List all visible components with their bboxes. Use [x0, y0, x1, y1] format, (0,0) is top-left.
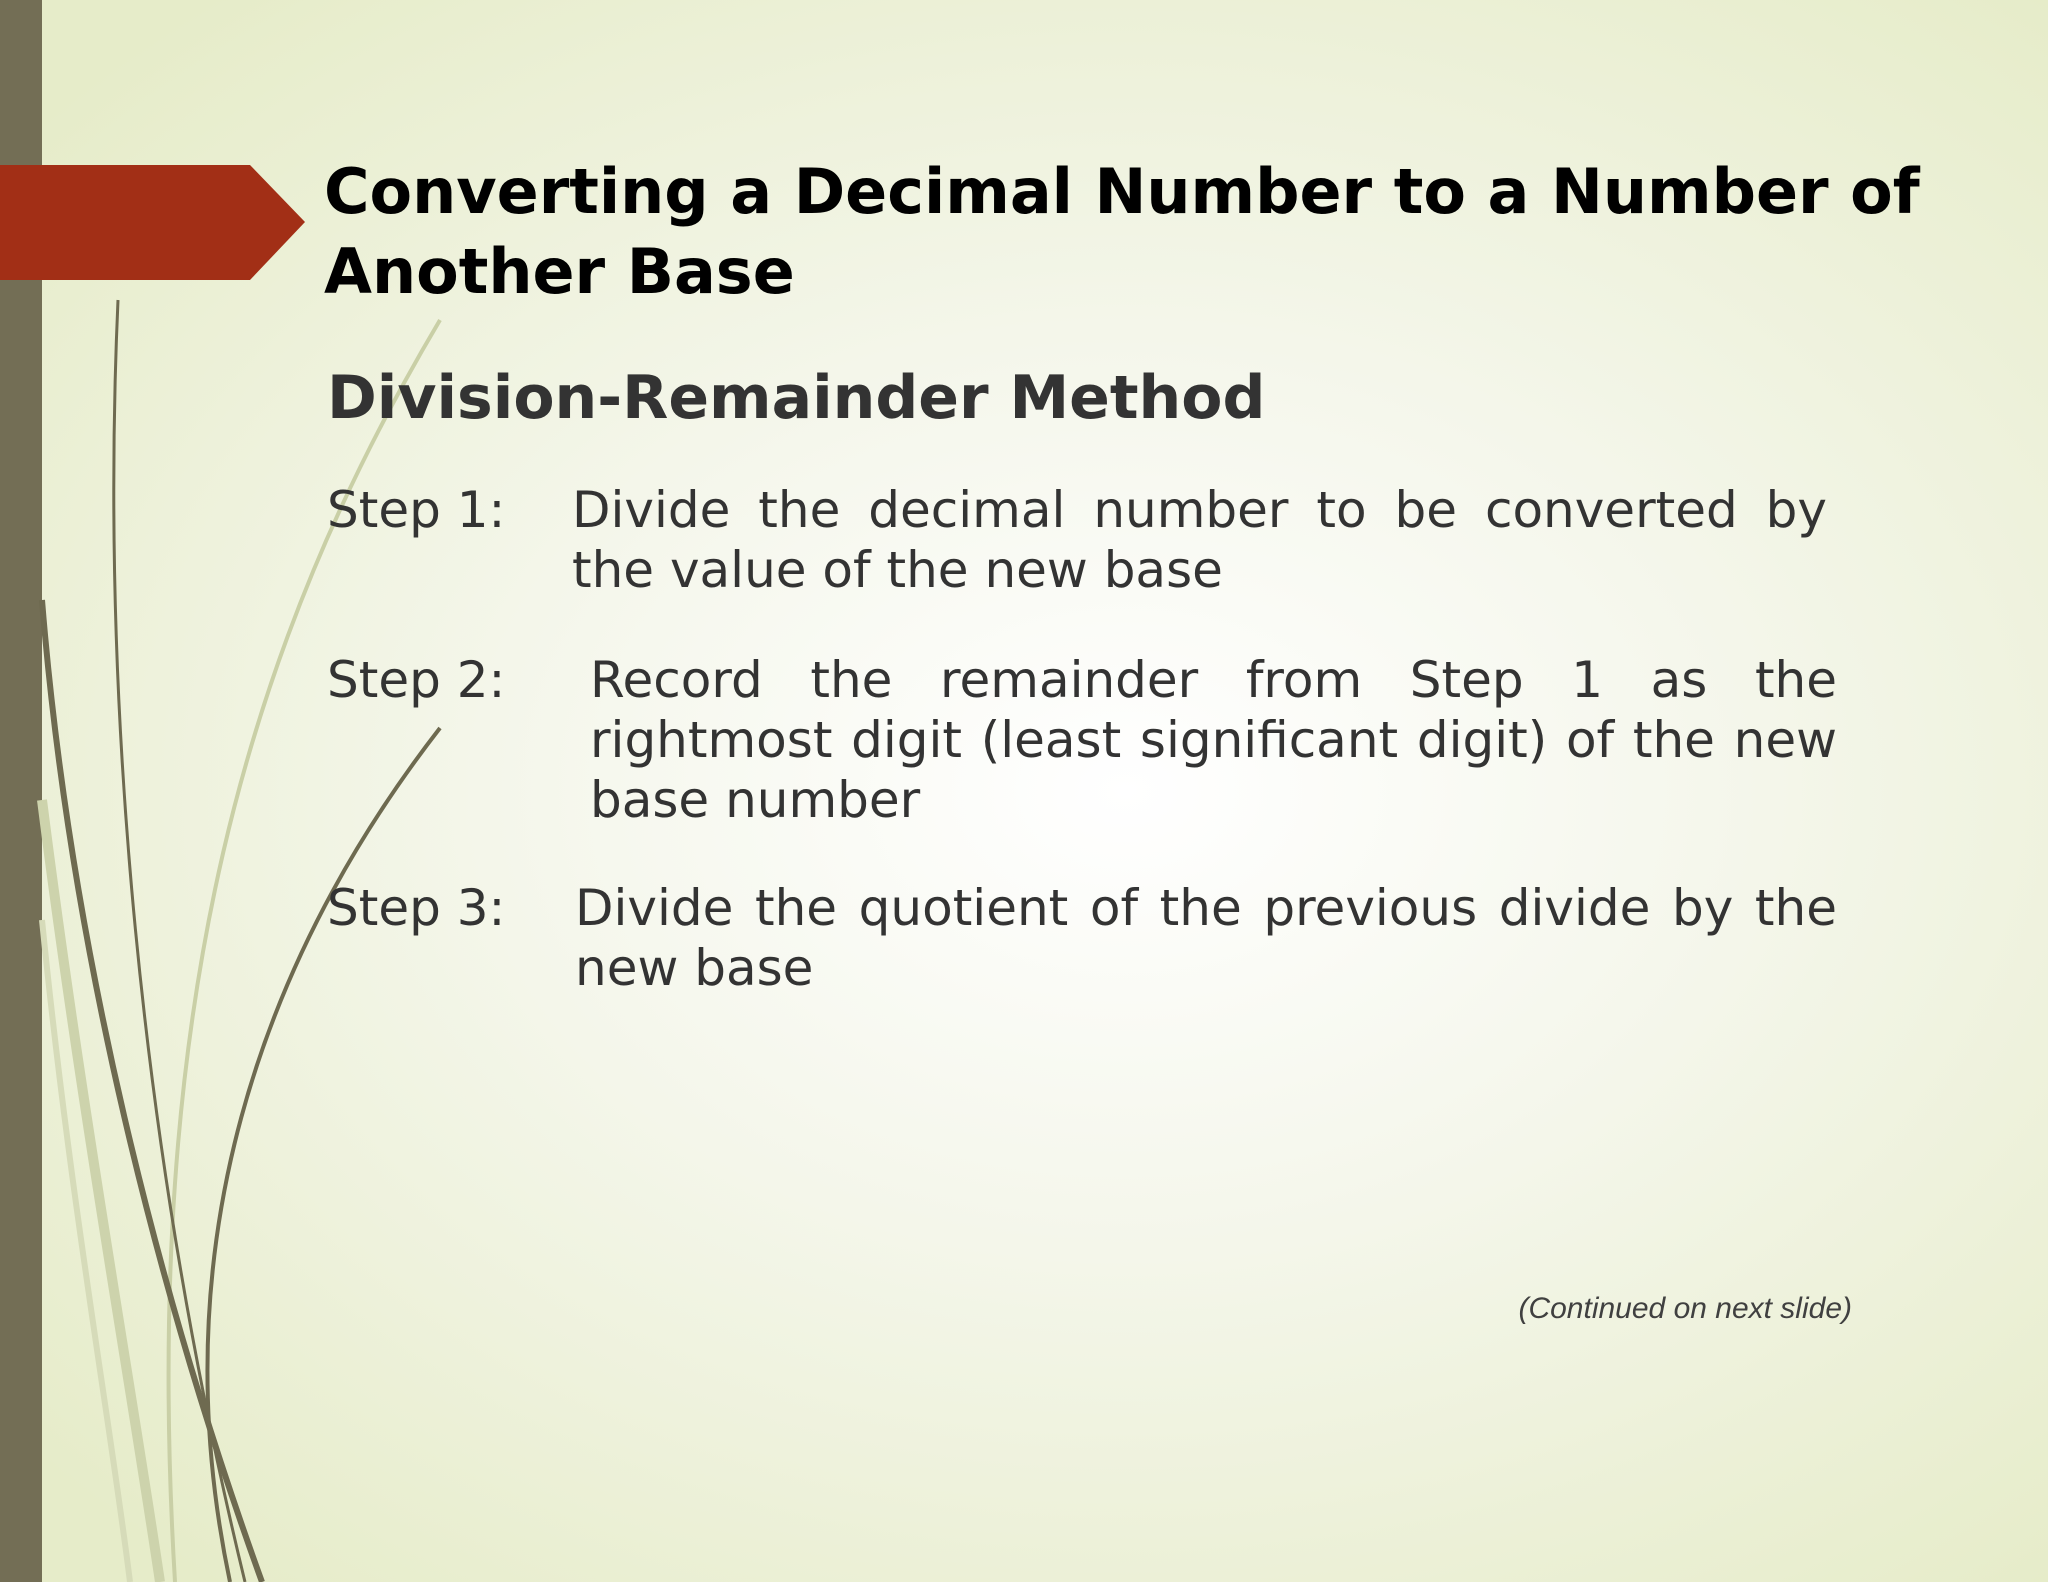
step-3-label: Step 3: — [327, 879, 506, 937]
step-3 — [327, 878, 1837, 1008]
step-2-text: Record the remainder from Step 1 as the rightmost digit (least significant digit) of the new base number — [590, 651, 1837, 829]
step-2 — [327, 650, 1837, 840]
dark-curve-3 — [208, 728, 440, 1582]
continued-note: (Continued on next slide) — [1518, 1292, 1852, 1325]
step-2-label: Step 2: — [327, 651, 506, 709]
step-1-label: Step 1: — [327, 481, 506, 539]
slide-title: Converting a Decimal Number to a Number of Another Base — [324, 155, 1920, 308]
step-3-text: Divide the quotient of the previous divide by the new base — [575, 879, 1837, 997]
red-arrow-tab — [0, 165, 305, 280]
step-1-text: Divide the decimal number to be converted by the value of the new base — [572, 481, 1827, 599]
dark-curve-2 — [42, 600, 262, 1582]
slide-subtitle: Division-Remainder Method — [327, 363, 1266, 433]
light-curve-3 — [42, 920, 130, 1582]
step-1 — [327, 480, 1827, 610]
